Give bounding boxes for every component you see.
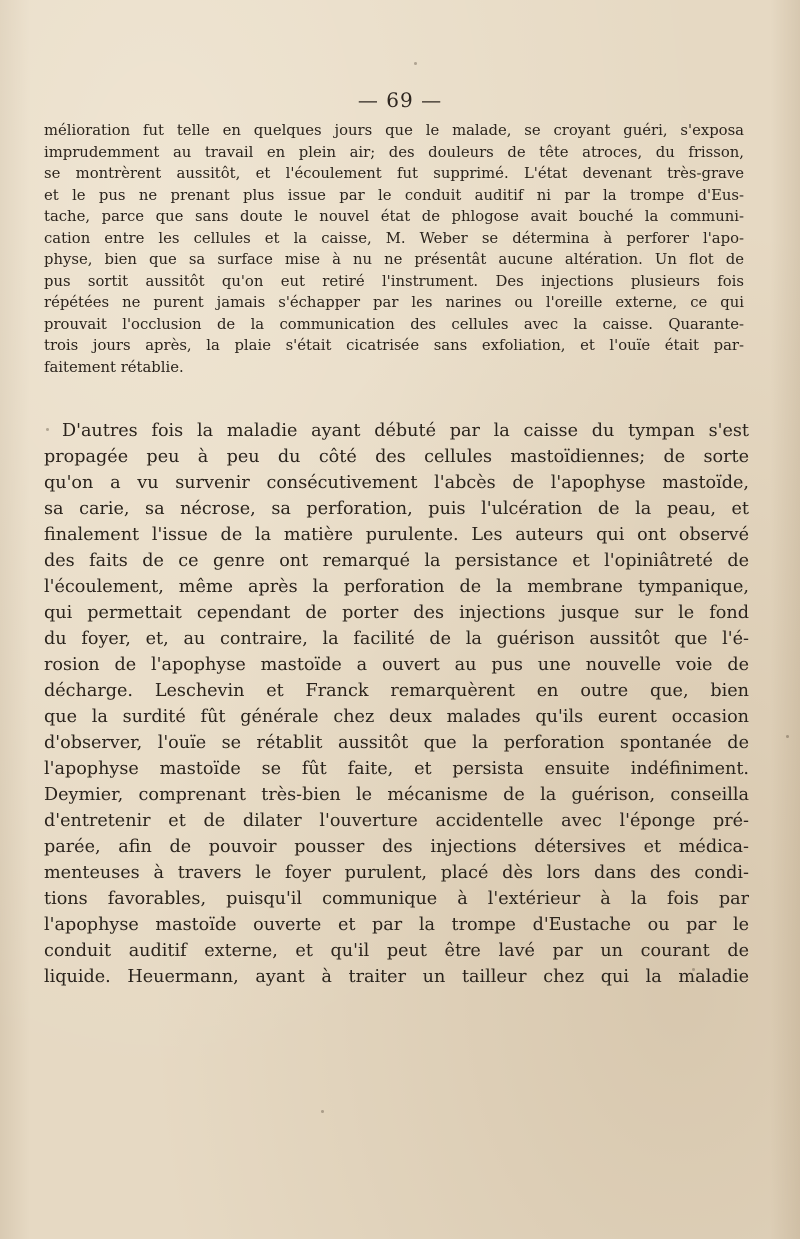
text-line: menteuses à travers le foyer purulent, placé dès lors dans des condi-	[44, 863, 749, 883]
text-line: l'écoulement, même après la perforation de la membrane tympanique,	[44, 577, 749, 597]
text-line: trois jours après, la plaie s'était cicatrisée sans exfoliation, et l'ouïe était par-	[44, 337, 744, 355]
text-line: sa carie, sa nécrose, sa perforation, puis l'ulcération de la peau, et	[44, 499, 749, 519]
text-line: l'apophyse mastoïde se fût faite, et persista ensuite indéfiniment.	[44, 759, 749, 779]
paper-speck	[321, 1110, 324, 1113]
text-line: prouvait l'occlusion de la communication des cellules avec la caisse. Quarante-	[44, 315, 744, 333]
text-line: des faits de ce genre ont remarqué la persistance et l'opiniâtreté de	[44, 551, 749, 571]
text-line: propagée peu à peu du côté des cellules mastoïdiennes; de sorte	[44, 447, 749, 467]
text-line: tions favorables, puisqu'il communique à l'extérieur à la fois par	[44, 889, 749, 909]
text-line: cation entre les cellules et la caisse, M. Weber se détermina à perforer l'apo-	[44, 229, 744, 247]
text-line: physe, bien que sa surface mise à nu ne présentât aucune altération. Un flot de	[44, 251, 744, 269]
text-line: pus sortit aussitôt qu'on eut retiré l'instrument. Des injections plusieurs fois	[44, 272, 744, 290]
text-line: décharge. Leschevin et Franck remarquèrent en outre que, bien	[44, 681, 749, 701]
text-line: d'entretenir et de dilater l'ouverture accidentelle avec l'éponge pré-	[44, 811, 749, 831]
text-line: d'observer, l'ouïe se rétablit aussitôt que la perforation spontanée de	[44, 733, 749, 753]
text-line: imprudemment au travail en plein air; des douleurs de tête atroces, du frisson,	[44, 143, 744, 161]
text-line: qui permettait cependant de porter des injections jusque sur le fond	[44, 603, 749, 623]
text-line: mélioration fut telle en quelques jours que le malade, se croyant guéri, s'exposa	[44, 122, 744, 139]
paper-speck	[46, 428, 49, 431]
body-paragraph	[44, 418, 749, 990]
text-line: tache, parce que sans doute le nouvel état de phlogose avait bouché la communi-	[44, 208, 744, 226]
text-line: et le pus ne prenant plus issue par le conduit auditif ni par la trompe d'Eus-	[44, 186, 744, 204]
text-line: du foyer, et, au contraire, la facilité de la guérison aussitôt que l'é-	[44, 629, 749, 649]
paper-speck	[414, 62, 417, 65]
page-number: — 69 —	[357, 88, 443, 112]
text-line: conduit auditif externe, et qu'il peut être lavé par un courant de	[44, 941, 749, 961]
text-line: se montrèrent aussitôt, et l'écoulement fut supprimé. L'état devenant très-grave	[44, 165, 744, 183]
text-line: finalement l'issue de la matière purulente. Les auteurs qui ont observé	[44, 525, 749, 545]
text-line: liquide. Heuermann, ayant à traiter un tailleur chez qui la maladie	[44, 967, 749, 987]
text-line: rosion de l'apophyse mastoïde a ouvert au pus une nouvelle voie de	[44, 655, 749, 675]
text-line: D'autres fois la maladie ayant débuté par la caisse du tympan s'est	[62, 421, 749, 441]
text-line: faitement rétablie.	[44, 359, 184, 377]
paper-speck	[786, 735, 789, 738]
text-line: Deymier, comprenant très-bien le mécanisme de la guérison, conseilla	[44, 785, 749, 805]
text-line: parée, afin de pouvoir pousser des injections détersives et médica-	[44, 837, 749, 857]
text-line: qu'on a vu survenir consécutivement l'abcès de l'apophyse mastoïde,	[44, 473, 749, 493]
small-print-paragraph	[44, 120, 744, 379]
paper-speck	[692, 968, 695, 971]
text-line: que la surdité fût générale chez deux malades qu'ils eurent occasion	[44, 707, 749, 727]
text-line: l'apophyse mastoïde ouverte et par la trompe d'Eustache ou par le	[44, 915, 749, 935]
text-line: répétées ne purent jamais s'échapper par les narines ou l'oreille externe, ce qui	[44, 294, 744, 312]
